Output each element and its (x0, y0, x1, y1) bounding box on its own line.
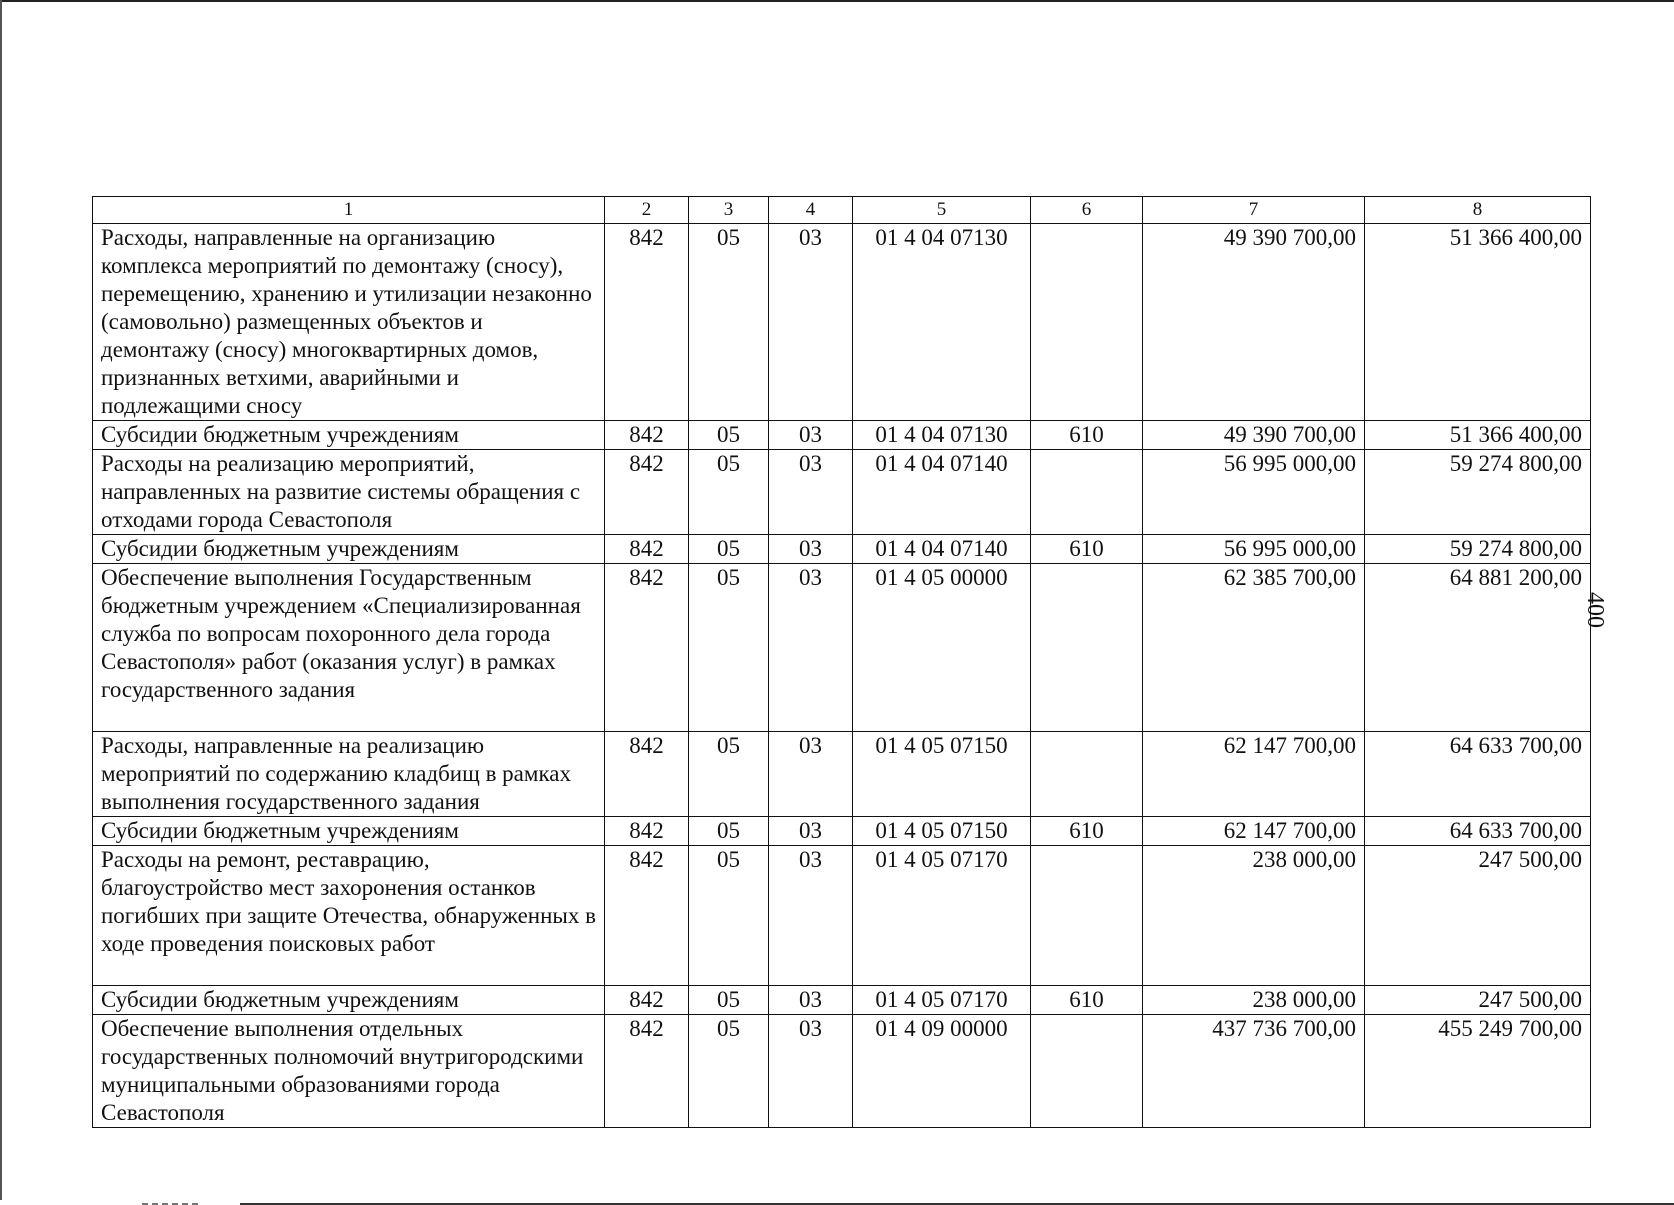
cell-podrazdel: 03 (769, 421, 853, 450)
column-header: 8 (1365, 197, 1591, 224)
column-header: 2 (605, 197, 689, 224)
cell-razdel: 05 (689, 564, 769, 732)
row-description: Обеспечение выполнения Государственным бюджетным учреждением «Специализированная служба по вопросам похоронного дела города Севастополя» работ (оказания услуг) в рамках государственного задания (93, 564, 605, 732)
table-row (93, 846, 1591, 986)
row-description: Субсидии бюджетным учреждениям (93, 535, 605, 564)
cell-csr: 01 4 05 07150 (853, 732, 1031, 817)
cell-vr: 610 (1031, 986, 1143, 1015)
cell-vr (1031, 732, 1143, 817)
cell-sum-2: 51 366 400,00 (1365, 224, 1591, 421)
cell-sum-2: 64 881 200,00 (1365, 564, 1591, 732)
cell-csr: 01 4 05 07150 (853, 817, 1031, 846)
table-row (93, 535, 1591, 564)
row-description: Обеспечение выполнения отдельных государственных полномочий внутригородскими муниципальными образованиями города Севастополя (93, 1015, 605, 1128)
cell-sum-2: 64 633 700,00 (1365, 817, 1591, 846)
row-description: Расходы на ремонт, реставрацию, благоустройство мест захоронения останков погибших при защите Отечества, обнаруженных в ходе проведения поисковых работ (93, 846, 605, 986)
cell-vedomstvo: 842 (605, 732, 689, 817)
cell-vr (1031, 564, 1143, 732)
scan-top-edge (0, 0, 1674, 2)
cell-vr: 610 (1031, 817, 1143, 846)
cell-podrazdel: 03 (769, 535, 853, 564)
cell-podrazdel: 03 (769, 564, 853, 732)
cell-razdel: 05 (689, 1015, 769, 1128)
cell-vr (1031, 224, 1143, 421)
cell-razdel: 05 (689, 846, 769, 986)
cell-csr: 01 4 04 07130 (853, 224, 1031, 421)
cell-vr: 610 (1031, 535, 1143, 564)
cell-csr: 01 4 04 07140 (853, 535, 1031, 564)
table-row (93, 817, 1591, 846)
table-row (93, 224, 1591, 421)
cell-sum-2: 455 249 700,00 (1365, 1015, 1591, 1128)
cell-vr (1031, 846, 1143, 986)
cell-razdel: 05 (689, 817, 769, 846)
table-row (93, 732, 1591, 817)
cell-csr: 01 4 04 07140 (853, 450, 1031, 535)
cell-podrazdel: 03 (769, 846, 853, 986)
cell-sum-2: 247 500,00 (1365, 846, 1591, 986)
cell-podrazdel: 03 (769, 1015, 853, 1128)
cell-podrazdel: 03 (769, 450, 853, 535)
cell-sum-1: 62 147 700,00 (1143, 817, 1365, 846)
cell-sum-1: 56 995 000,00 (1143, 535, 1365, 564)
cell-vr (1031, 450, 1143, 535)
cell-vedomstvo: 842 (605, 846, 689, 986)
cell-vedomstvo: 842 (605, 535, 689, 564)
cell-csr: 01 4 05 07170 (853, 846, 1031, 986)
cell-sum-1: 238 000,00 (1143, 986, 1365, 1015)
cell-vedomstvo: 842 (605, 224, 689, 421)
table-row (93, 450, 1591, 535)
cell-sum-2: 247 500,00 (1365, 986, 1591, 1015)
column-header: 1 (93, 197, 605, 224)
cell-podrazdel: 03 (769, 817, 853, 846)
cell-vedomstvo: 842 (605, 817, 689, 846)
cell-podrazdel: 03 (769, 224, 853, 421)
table-row (93, 986, 1591, 1015)
column-header: 4 (769, 197, 853, 224)
page-number: 400 (1582, 592, 1608, 628)
row-description: Расходы, направленные на реализацию мероприятий по содержанию кладбищ в рамках выполнения государственного задания (93, 732, 605, 817)
row-description: Расходы на реализацию мероприятий, направленных на развитие системы обращения с отходами города Севастополя (93, 450, 605, 535)
cell-vedomstvo: 842 (605, 986, 689, 1015)
cell-sum-2: 59 274 800,00 (1365, 535, 1591, 564)
cell-sum-1: 238 000,00 (1143, 846, 1365, 986)
cell-sum-2: 51 366 400,00 (1365, 421, 1591, 450)
table-header-row (93, 197, 1591, 224)
cell-vedomstvo: 842 (605, 564, 689, 732)
cell-vedomstvo: 842 (605, 1015, 689, 1128)
column-header: 6 (1031, 197, 1143, 224)
cell-csr: 01 4 04 07130 (853, 421, 1031, 450)
cell-razdel: 05 (689, 535, 769, 564)
cell-podrazdel: 03 (769, 732, 853, 817)
scan-left-edge (0, 0, 2, 1200)
cell-csr: 01 4 05 07170 (853, 986, 1031, 1015)
row-description: Субсидии бюджетным учреждениям (93, 817, 605, 846)
cell-vr (1031, 1015, 1143, 1128)
cell-vr: 610 (1031, 421, 1143, 450)
cell-sum-1: 49 390 700,00 (1143, 421, 1365, 450)
table-row (93, 421, 1591, 450)
cell-razdel: 05 (689, 224, 769, 421)
cell-vedomstvo: 842 (605, 450, 689, 535)
cell-sum-1: 56 995 000,00 (1143, 450, 1365, 535)
cell-sum-2: 59 274 800,00 (1365, 450, 1591, 535)
column-header: 5 (853, 197, 1031, 224)
cell-podrazdel: 03 (769, 986, 853, 1015)
column-header: 3 (689, 197, 769, 224)
cell-razdel: 05 (689, 450, 769, 535)
table-row (93, 564, 1591, 732)
column-header: 7 (1143, 197, 1365, 224)
cell-sum-1: 62 147 700,00 (1143, 732, 1365, 817)
row-description: Субсидии бюджетным учреждениям (93, 986, 605, 1015)
cell-sum-1: 437 736 700,00 (1143, 1015, 1365, 1128)
cell-sum-1: 49 390 700,00 (1143, 224, 1365, 421)
cell-sum-1: 62 385 700,00 (1143, 564, 1365, 732)
budget-table (92, 196, 1591, 1128)
row-description: Субсидии бюджетным учреждениям (93, 421, 605, 450)
cell-vedomstvo: 842 (605, 421, 689, 450)
cell-csr: 01 4 05 00000 (853, 564, 1031, 732)
cell-razdel: 05 (689, 421, 769, 450)
cell-csr: 01 4 09 00000 (853, 1015, 1031, 1128)
cell-razdel: 05 (689, 986, 769, 1015)
table-row (93, 1015, 1591, 1128)
cell-razdel: 05 (689, 732, 769, 817)
row-description: Расходы, направленные на организацию комплекса мероприятий по демонтажу (сносу), перемещению, хранению и утилизации незаконно (самовольно) размещенных объектов и демонтажу (сносу) многоквартирных домов, признанных ветхими, аварийными и подлежащими сносу (93, 224, 605, 421)
cell-sum-2: 64 633 700,00 (1365, 732, 1591, 817)
